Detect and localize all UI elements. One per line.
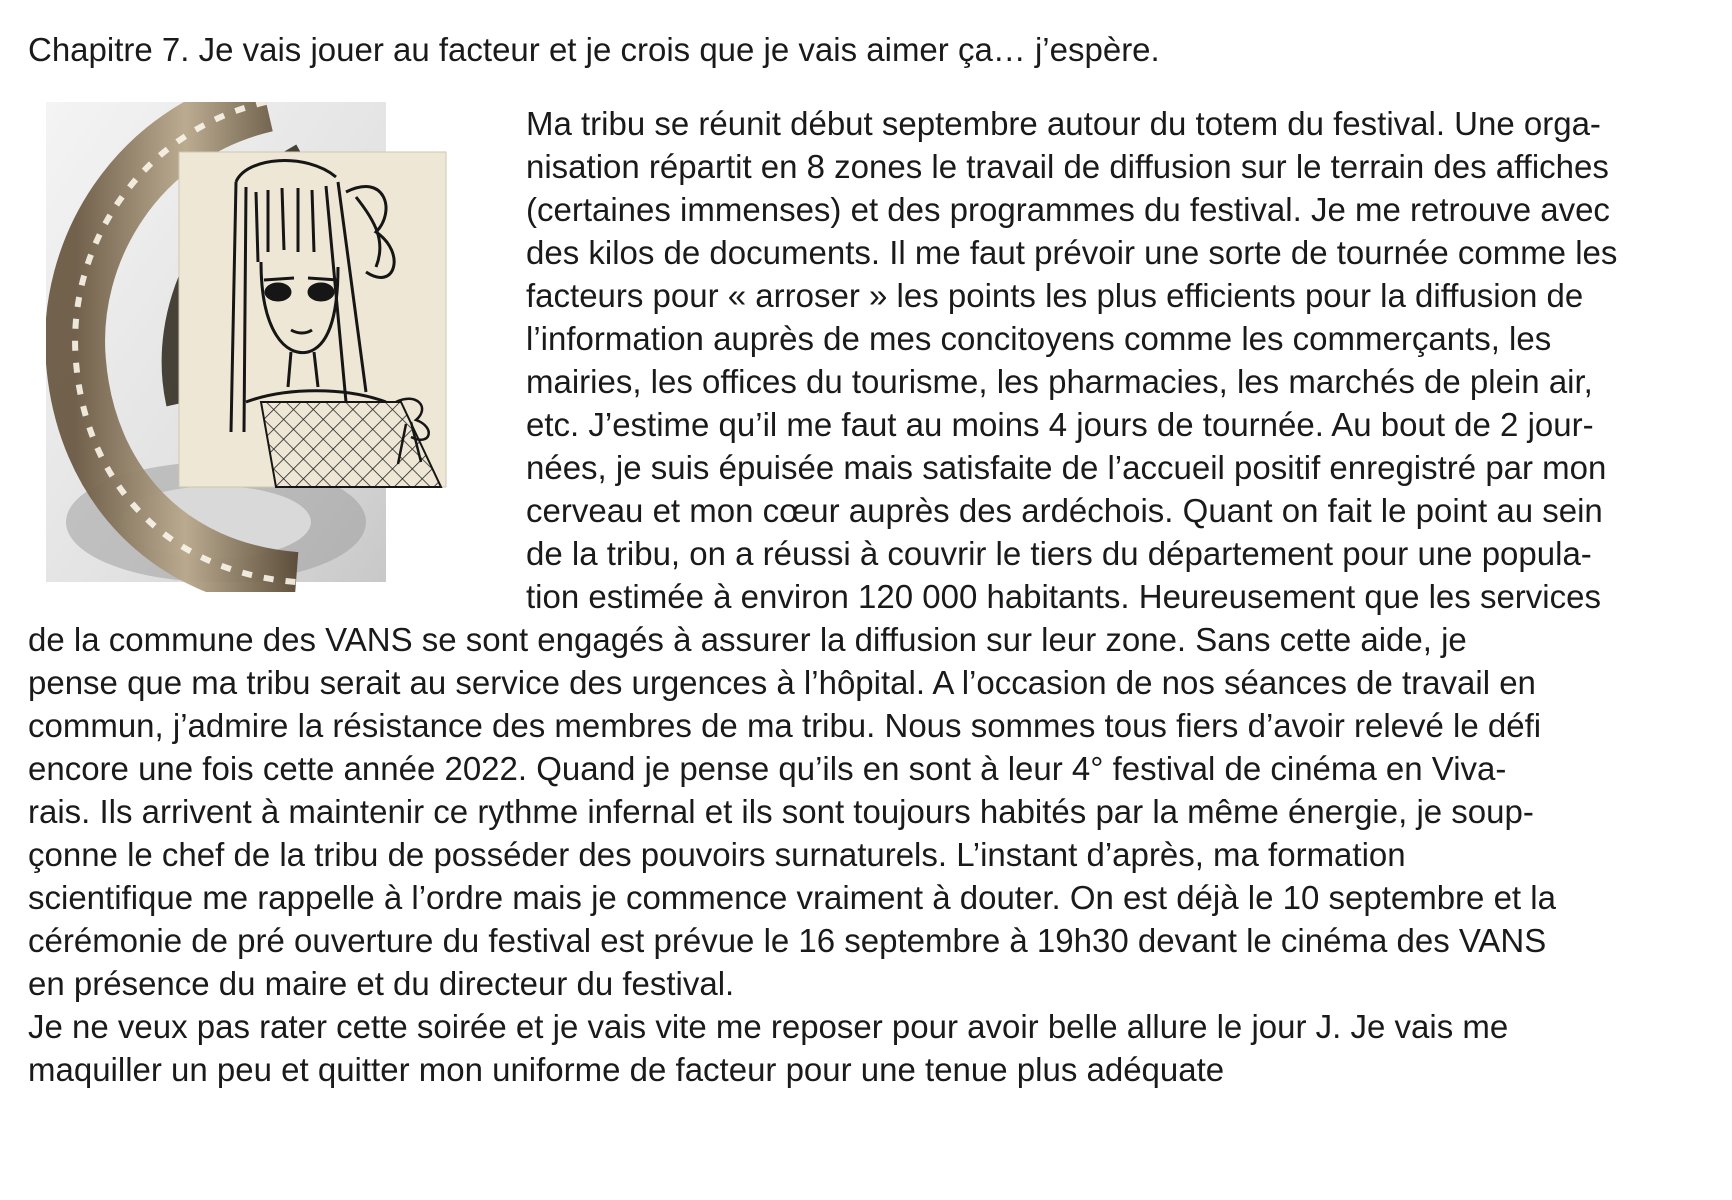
body-line: rais. Ils arrivent à maintenir ce rythme infernal et ils sont toujours habités par la même énergie, je soup- bbox=[28, 793, 1534, 830]
body-line: Je ne veux pas rater cette soirée et je vais vite me reposer pour avoir belle allure le jour J. Je vais me bbox=[28, 1008, 1509, 1045]
body-line: facteurs pour « arroser » les points les plus efficients pour la diffusion de bbox=[526, 277, 1584, 314]
body-line: maquiller un peu et quitter mon uniforme de facteur pour une tenue plus adéquate bbox=[28, 1051, 1225, 1088]
body-line: nées, je suis épuisée mais satisfaite de l’accueil positif enregistré par mon bbox=[526, 449, 1607, 486]
body-line: cerveau et mon cœur auprès des ardéchois. Quant on fait le point au sein bbox=[526, 492, 1603, 529]
body-line: Ma tribu se réunit début septembre autour du totem du festival. Une orga- bbox=[526, 105, 1601, 142]
chapter-title: Chapitre 7. Je vais jouer au facteur et je crois que je vais aimer ça… j’espère. bbox=[28, 31, 1160, 68]
body-line: de la commune des VANS se sont engagés à assurer la diffusion sur leur zone. Sans cette aide, je bbox=[28, 621, 1467, 658]
body-line: cérémonie de pré ouverture du festival est prévue le 16 septembre à 19h30 devant le cinéma des VANS bbox=[28, 922, 1547, 959]
body-line: tion estimée à environ 120 000 habitants. Heureusement que les services bbox=[526, 578, 1601, 615]
body-line: mairies, les offices du tourisme, les pharmacies, les marchés de plein air, bbox=[526, 363, 1593, 400]
body-line: encore une fois cette année 2022. Quand je pense qu’ils en sont à leur 4° festival de cinéma en Viva- bbox=[28, 750, 1507, 787]
body-line: pense que ma tribu serait au service des urgences à l’hôpital. A l’occasion de nos séances de travail en bbox=[28, 664, 1536, 701]
body-line: scientifique me rappelle à l’ordre mais je commence vraiment à douter. On est déjà le 10 septembre et la bbox=[28, 879, 1556, 916]
body-line: commun, j’admire la résistance des membres de ma tribu. Nous sommes tous fiers d’avoir relevé le défi bbox=[28, 707, 1542, 744]
body-line: en présence du maire et du directeur du festival. bbox=[28, 965, 735, 1002]
film-strip-girl-image bbox=[46, 102, 506, 592]
body-line: çonne le chef de la tribu de posséder des pouvoirs surnaturels. L’instant d’après, ma formation bbox=[28, 836, 1406, 873]
body-line: de la tribu, on a réussi à couvrir le tiers du département pour une popula- bbox=[526, 535, 1592, 572]
body-line: des kilos de documents. Il me faut prévoir une sorte de tournée comme les bbox=[526, 234, 1618, 271]
body-line: l’information auprès de mes concitoyens comme les commerçants, les bbox=[526, 320, 1552, 357]
film-strip-illustration bbox=[46, 102, 506, 592]
body-line: (certaines immenses) et des programmes du festival. Je me retrouve avec bbox=[526, 191, 1610, 228]
body-line: nisation répartit en 8 zones le travail de diffusion sur le terrain des affiches bbox=[526, 148, 1609, 185]
body-line: etc. J’estime qu’il me faut au moins 4 jours de tournée. Au bout de 2 jour- bbox=[526, 406, 1594, 443]
document-page bbox=[28, 28, 1708, 1091]
